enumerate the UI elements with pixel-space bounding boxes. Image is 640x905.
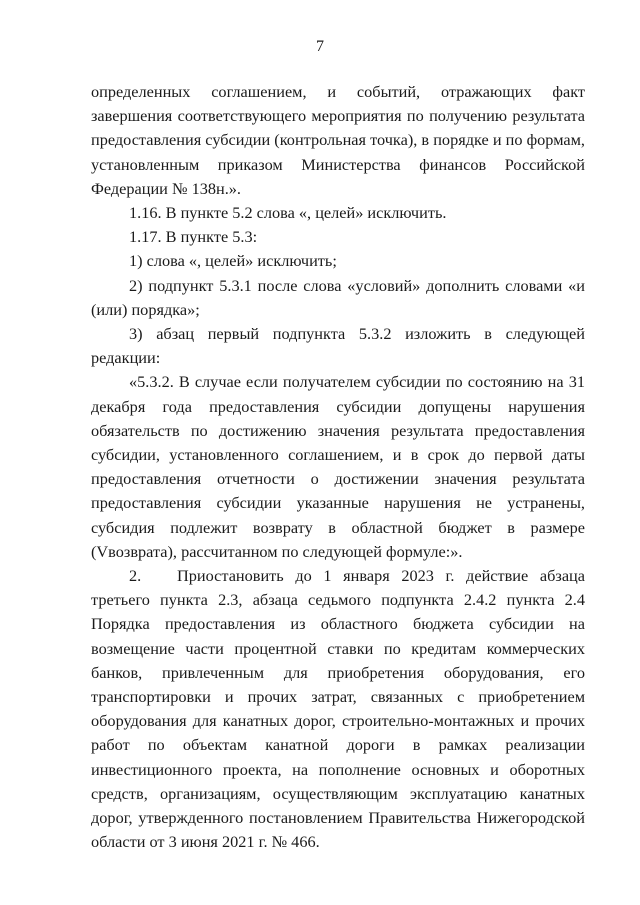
paragraph-subitem-2: 2) подпункт 5.3.1 после слова «условий» дополнить словами «и (или) порядка»; — [91, 275, 585, 319]
item-2-text: Приостановить до 1 января 2023 г. действие абзаца третьего пункта 2.3, абзаца седьмого подпункта 2.4.2 пункта 2.4 Порядка предоставления из областного бюджета субсидии на возмещение части процентной ставки по кредитам коммерческих банков, привлеченным для приобретения оборудования, его транспортировки и прочих затрат, связанных с приобретением оборудования для канатных дорог, строительно-монтажных и прочих работ по объектам канатной дороги в рамках реализации инвестиционного проекта, на пополнение основных и оборотных средств, организациям, осуществляющим эксплуатацию канатных дорог, утвержденного постановлением Правительства Нижегородской области от 3 июня 2021 г. № 466. — [91, 566, 585, 852]
page-number: 7 — [316, 38, 324, 55]
paragraph-quoted-5-3-2: «5.3.2. В случае если получателем субсидии по состоянию на 31 декабря года предоставления субсидии допущены нарушения обязательств по достижению значения результата предоставления субсидии, установленного соглашением, и в срок до первой даты предоставления отчетности о достижении значения результата предоставления субсидии указанные нарушения не устранены, субсидия подлежит возврату в областной бюджет в размере (Vвозврата), рассчитанном по следующей формуле:». — [91, 372, 585, 561]
paragraph-item-1-17: 1.17. В пункте 5.3: — [129, 227, 258, 247]
paragraph-item-2 — [91, 564, 585, 854]
paragraph-item-1-16: 1.16. В пункте 5.2 слова «, целей» исключить. — [129, 203, 447, 223]
paragraph-subitem-1: 1) слова «, целей» исключить; — [129, 251, 337, 271]
paragraph-continuation: определенных соглашением, и событий, отражающих факт завершения соответствующего мероприятия по получению результата предоставления субсидии (контрольная точка), в порядке и по формам, установленным приказом Министерства финансов Российской Федерации № 138н.». — [91, 82, 585, 198]
item-number: 2. — [129, 566, 142, 586]
paragraph-subitem-3: 3) абзац первый подпункта 5.3.2 изложить в следующей редакции: — [91, 324, 585, 368]
document-body — [91, 80, 585, 855]
